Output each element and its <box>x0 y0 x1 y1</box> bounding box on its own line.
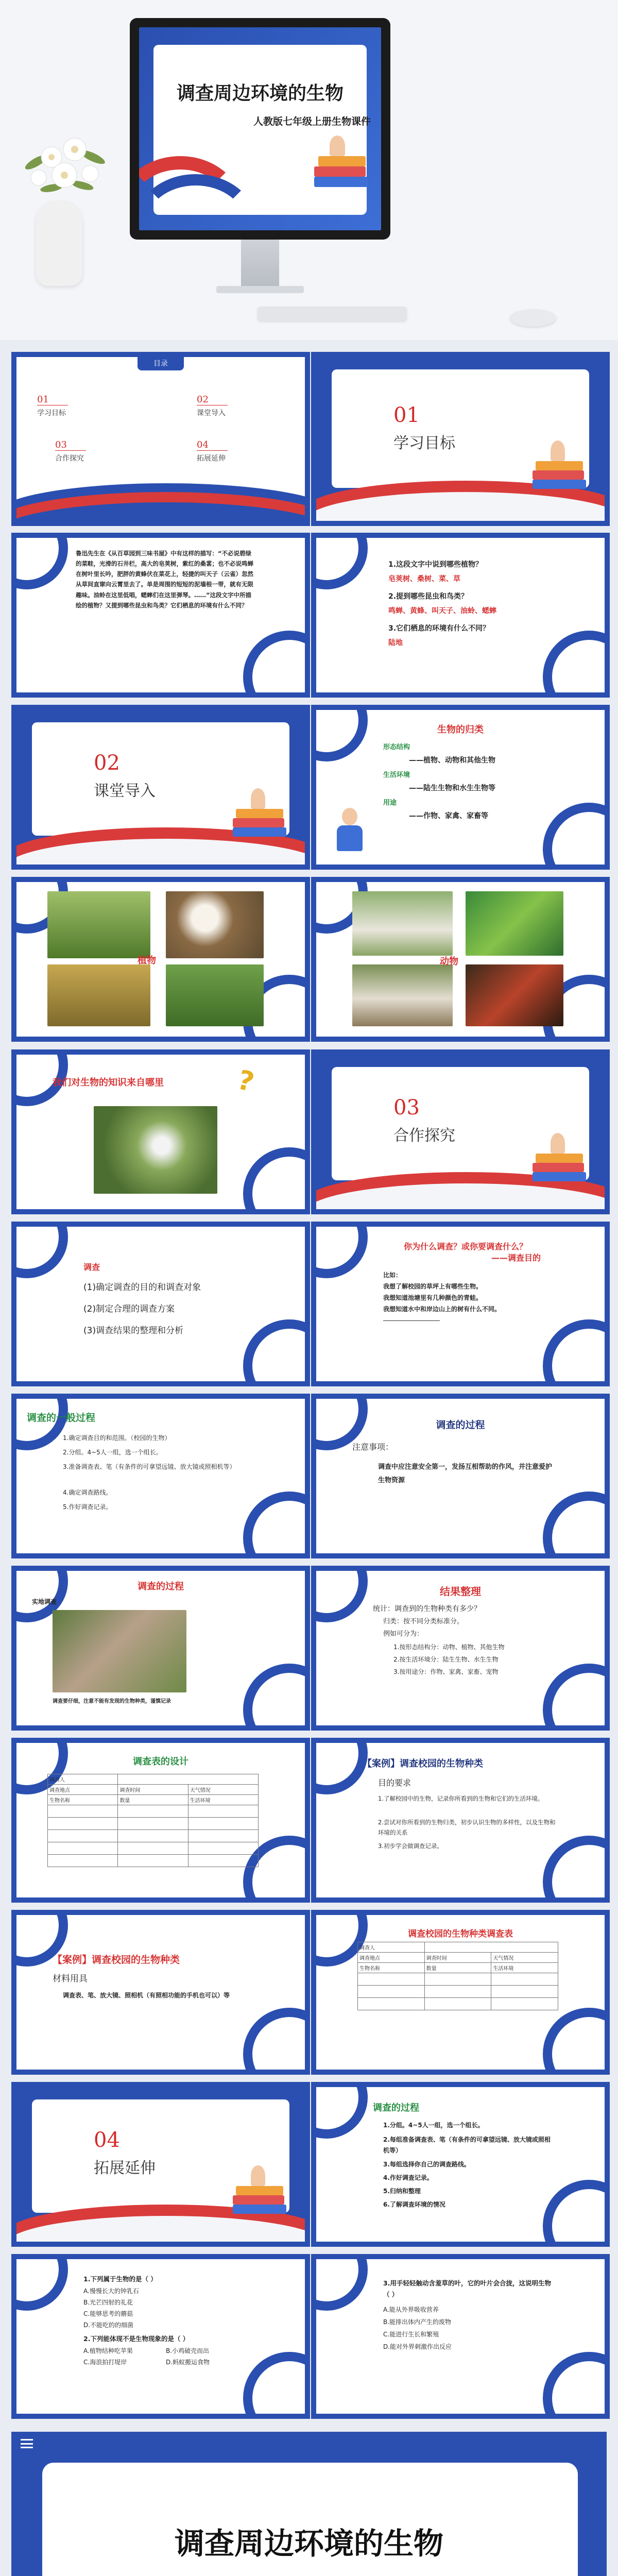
field-tag: 实地调查 <box>32 1598 57 1605</box>
slide-steps <box>311 2082 610 2247</box>
slide-animals <box>311 877 610 1042</box>
why-question: 你为什么调查？或你要调查什么？ <box>404 1242 528 1251</box>
section-number: 03 <box>393 1096 420 1120</box>
photo-rice <box>47 964 150 1026</box>
result-step-0: 归类：按不同分类标准分。 <box>383 1618 464 1625</box>
flower-decoration <box>21 126 108 209</box>
table2-title: 调查校园的生物种类调查表 <box>408 1929 513 1939</box>
photo-students <box>53 1610 186 1692</box>
quiz-q3-d[interactable]: D.能对外界刺激作出反应 <box>383 2343 452 2350</box>
table-cell: 生物名称 <box>48 1795 118 1805</box>
slide-questions <box>311 533 610 698</box>
quiz-q2-d[interactable]: D.蚂蚁搬运食物 <box>166 2359 210 2366</box>
keyboard <box>258 307 407 321</box>
table-cell: 生活环境 <box>491 1963 558 1973</box>
vase <box>36 201 82 286</box>
toc-num: 03 <box>55 439 86 451</box>
toc-label: 拓展延伸 <box>197 454 226 463</box>
quiz-q3-a[interactable]: A.能从外界吸收营养 <box>383 2306 439 2313</box>
table-cell: 天气情况 <box>491 1953 558 1963</box>
section-title: 学习目标 <box>393 434 455 452</box>
monitor-stand <box>241 240 279 289</box>
case1-title: 【案例】调查校园的生物种类 <box>363 1758 483 1769</box>
slide-knowledge-source <box>11 1049 310 1214</box>
slide-plants <box>11 877 310 1042</box>
quiz-q1-d[interactable]: D.不能吃的的细菌 <box>83 2321 134 2329</box>
toc-item-4[interactable] <box>197 439 300 470</box>
reading-illustration <box>533 1122 589 1189</box>
table-cell: 调查人 <box>48 1774 118 1785</box>
table-cell: 调查时间 <box>118 1785 188 1795</box>
result-step-4: 3.按用途分：作物、家禽、家畜、宠物 <box>393 1668 499 1675</box>
case2-body: 调查表、笔、放大镜、照相机（有照相功能的手机也可以）等 <box>63 1992 230 1999</box>
quiz-q3: 3.用手轻轻触动含羞草的叶，它的叶片会合拢，这说明生物（ ） <box>383 2279 551 2298</box>
steps-2: 2.每组准备调查表、笔（有条件的可拿望远镜、放大镜或照相机等） <box>383 2136 551 2154</box>
table-cell: 天气情况 <box>188 1785 258 1795</box>
slide-classification <box>311 705 610 870</box>
classify-l2: ——陆生生物和水生生物等 <box>409 784 495 792</box>
toc-item-2[interactable] <box>197 394 300 425</box>
result-step-3: 2.按生活环境分：陆生生物、水生生物 <box>393 1656 499 1663</box>
slide-section-02 <box>11 705 310 870</box>
survey-item-3: (3)调查结果的整理和分析 <box>83 1326 184 1336</box>
slide-why-survey <box>311 1222 610 1386</box>
final-title: 调查周边环境的生物 <box>174 2526 443 2561</box>
why-answer: ——调查目的 <box>491 1253 541 1263</box>
table-cell <box>118 1774 259 1785</box>
plants-label: 植物 <box>138 955 156 966</box>
result-title: 结果整理 <box>440 1585 481 1598</box>
section-number: 02 <box>94 751 120 775</box>
steps-5: 5.归纳和整理 <box>383 2188 421 2195</box>
campus-survey-table <box>357 1942 558 2010</box>
toc-item-3[interactable] <box>55 439 158 470</box>
teacher-illustration <box>327 803 373 859</box>
why-example-1: 我想了解校园的草坪上有哪些生物。 <box>383 1283 483 1290</box>
steps-1: 1.分组。4~5人一组，选一个组长。 <box>383 2122 484 2129</box>
table-cell <box>424 1942 558 1953</box>
table-cell: 数量 <box>424 1963 491 1973</box>
case1-p2: 2.尝试对你所看到的生物归类，初步认识生物的多样性，以及生物和环境的关系 <box>378 1819 556 1837</box>
steps-6: 6.了解调查环境的情况 <box>383 2201 445 2208</box>
process-step-1: 1.确定调查目的和范围。（校园的生物） <box>63 1434 171 1442</box>
process-step-2: 2.分组。4~5人一组，选一个组长。 <box>63 1449 162 1456</box>
question-mark-icon: ? <box>234 1064 258 1098</box>
slide-survey <box>11 1222 310 1386</box>
quiz-q1: 1.下列属于生物的是（ ） <box>83 2275 157 2283</box>
knowledge-title: 我们对生物的知识来自哪里 <box>53 1077 164 1088</box>
section-title: 拓展延伸 <box>94 2159 156 2177</box>
slide-field-survey <box>11 1566 310 1731</box>
slide-quiz-2 <box>311 2254 610 2419</box>
classify-h2: 生活环境 <box>383 771 410 779</box>
case1-p1: 1.了解校园中的生物，记录你所看到的生物和它们的生活环境。 <box>378 1795 544 1802</box>
notes-head: 注意事项： <box>352 1442 394 1452</box>
mouse <box>510 309 556 327</box>
quiz-q2: 2.下列能体现不是生物现象的是（ ） <box>83 2335 190 2343</box>
why-example-3: 我想知道水中和岸边山上的树有什么不同。 <box>383 1306 501 1313</box>
animals-label: 动物 <box>440 956 458 967</box>
notes-title: 调查的过程 <box>436 1419 485 1431</box>
toc-num: 02 <box>197 394 228 405</box>
photo-flowers <box>94 1106 217 1194</box>
table-cell: 调查地点 <box>358 1953 425 1963</box>
table-cell: 调查时间 <box>424 1953 491 1963</box>
classify-l1: ——植物、动物和其他生物 <box>409 756 495 765</box>
slide-toc <box>11 352 310 526</box>
why-example-2: 我想知道池塘里有几种颜色的青蛙。 <box>383 1294 483 1301</box>
classify-h3: 用途 <box>383 799 397 807</box>
case2-title: 【案例】调查校园的生物种类 <box>53 1954 180 1965</box>
toc-num: 01 <box>37 394 68 405</box>
toc-num: 04 <box>197 439 228 451</box>
table-cell: 调查地点 <box>48 1785 118 1795</box>
toc-label: 合作探究 <box>55 454 84 463</box>
slide-survey-table <box>311 1910 610 2075</box>
survey-title: 调查 <box>83 1262 100 1272</box>
steps-title: 调查的过程 <box>373 2103 419 2113</box>
survey-item-2: (2)制定合理的调查方案 <box>83 1304 175 1314</box>
hero-title: 调查周边环境的生物 <box>176 83 344 104</box>
table-cell: 调查人 <box>358 1942 425 1953</box>
survey-table <box>47 1774 259 1867</box>
menu-icon[interactable] <box>21 2439 33 2448</box>
monitor-screen <box>139 27 381 230</box>
quiz-q1-a[interactable]: A.慢慢长大的钟乳石 <box>83 2287 139 2295</box>
photo-parrots <box>466 891 563 956</box>
slide-section-03 <box>311 1049 610 1214</box>
why-lead: 比如： <box>383 1272 402 1279</box>
photo-cotton <box>166 891 264 958</box>
monitor-foot <box>216 286 304 293</box>
slide-case-2 <box>11 1910 310 2075</box>
slide-final <box>11 2432 607 2576</box>
monitor-frame <box>130 18 390 240</box>
reading-illustration <box>233 2154 289 2221</box>
question-3: 3.它们栖息的环境有什么不同？ <box>388 624 490 633</box>
answer-3: 陆地 <box>388 639 403 647</box>
table-cell: 数量 <box>118 1795 188 1805</box>
process-step-5: 5.作好调查记录。 <box>63 1503 112 1511</box>
toc-badge: 目录 <box>138 357 184 370</box>
field-title: 调查的过程 <box>138 1581 184 1592</box>
question-2: 2.提到哪些昆虫和鸟类？ <box>388 592 469 601</box>
slide-section-01 <box>311 352 610 526</box>
photo-goat <box>352 964 453 1026</box>
quiz-q1-b[interactable]: B.光芒四射的礼花 <box>83 2299 133 2306</box>
slide-section-04 <box>11 2082 310 2247</box>
quiz-q3-b[interactable]: B.能排出体内产生的废物 <box>383 2318 452 2326</box>
toc-label: 学习目标 <box>37 409 66 417</box>
case2-head: 材料用具 <box>53 1974 88 1984</box>
photo-sheep <box>352 891 453 956</box>
slide-case-1 <box>311 1738 610 1903</box>
quiz-q2-a[interactable]: A.植物结种吃苹果 <box>83 2347 133 2354</box>
classify-l3: ——作物、家禽、家畜等 <box>409 812 488 820</box>
result-step-1: 例如可分为： <box>383 1630 424 1638</box>
quiz-q1-c[interactable]: C.能够思考的蘑菇 <box>83 2310 133 2317</box>
case1-head: 目的要求 <box>378 1778 411 1788</box>
section-title: 课堂导入 <box>94 782 156 800</box>
design-title: 调查表的设计 <box>133 1756 188 1767</box>
hero-mockup <box>0 0 618 340</box>
slide-table-design <box>11 1738 310 1903</box>
steps-4: 4.作好调查记录。 <box>383 2174 433 2181</box>
photo-corn <box>166 964 264 1026</box>
table-cell: 生活环境 <box>188 1795 258 1805</box>
photo-rooster <box>466 964 563 1026</box>
answer-2: 鸣蝉、黄蜂、叫天子、油蛉、蟋蟀 <box>388 607 496 615</box>
field-caption: 调查要仔细，注意不能有发现的生物种类，谨慎记录 <box>53 1699 171 1704</box>
survey-item-1: (1)确定调查的目的和调查对象 <box>83 1282 201 1293</box>
quiz-q2-c[interactable]: C.海浪拍打堤岸 <box>83 2359 127 2366</box>
answer-1: 皂荚树、桑树、菜、草 <box>388 575 460 583</box>
result-step-2: 1.按形态结构分：动物、植物、其他生物 <box>393 1643 505 1651</box>
slide-quiz-1 <box>11 2254 310 2419</box>
notes-body: 调查中应注意安全第一，发扬互相帮助的作风，并注意爱护生物资源 <box>378 1463 553 1484</box>
toc-item-1[interactable] <box>37 394 140 425</box>
passage-text: 鲁迅先生在《从百草园到三味书屋》中有这样的描写：“不必说碧绿的菜畦，光滑的石井栏，高大的皂荚树，紫红的桑葚；也不必说鸣蝉在树叶里长吟，肥胖的黄蜂伏在菜花上，轻捷的叫天子（云雀）忽然从草间直窜向云霄里去了。单是周围的短短的泥墙根一带，就有无限趣味。油蛉在这里低唱，蟋蟀们在这里弹琴。……”这段文字中所描绘的植物？又提到哪些昆虫和鸟类？它们栖息的环境有什么不同？ <box>76 550 253 609</box>
toc-label: 课堂导入 <box>197 409 226 417</box>
photo-wheat <box>47 891 150 958</box>
classify-h1: 形态结构 <box>383 743 410 751</box>
quiz-q2-b[interactable]: B.小鸡破壳而出 <box>166 2347 210 2354</box>
slide-general-process <box>11 1394 310 1558</box>
process-step-3: 3.准备调查表、笔（有条件的可拿望远镜、放大镜或照相机等） <box>63 1463 236 1470</box>
section-number: 04 <box>94 2128 120 2152</box>
classify-title: 生物的归类 <box>437 724 484 735</box>
underline-divider <box>383 1320 440 1321</box>
slide-passage <box>11 533 310 698</box>
reading-illustration <box>233 777 289 844</box>
result-question: 统计：调查到的生物种类有多少？ <box>373 1605 481 1613</box>
process-title: 调查的一般过程 <box>27 1412 96 1423</box>
books-illustration <box>314 130 371 197</box>
slide-result <box>311 1566 610 1731</box>
section-number: 01 <box>393 403 420 427</box>
reading-illustration <box>533 429 589 496</box>
section-title: 合作探究 <box>393 1127 455 1145</box>
table-cell: 生物名称 <box>358 1963 425 1973</box>
steps-3: 3.每组选择你自己的调查路线。 <box>383 2161 470 2168</box>
quiz-q3-c[interactable]: C.能进行生长和繁殖 <box>383 2331 439 2338</box>
question-1: 1.这段文字中说到哪些植物？ <box>388 561 483 569</box>
case1-p3: 3.初步学会做调查记录。 <box>378 1842 443 1850</box>
hero-subtitle: 人教版七年级上册生物课件 <box>253 116 371 127</box>
process-step-4: 4.确定调查路线。 <box>63 1489 112 1496</box>
slide-notes <box>311 1394 610 1558</box>
